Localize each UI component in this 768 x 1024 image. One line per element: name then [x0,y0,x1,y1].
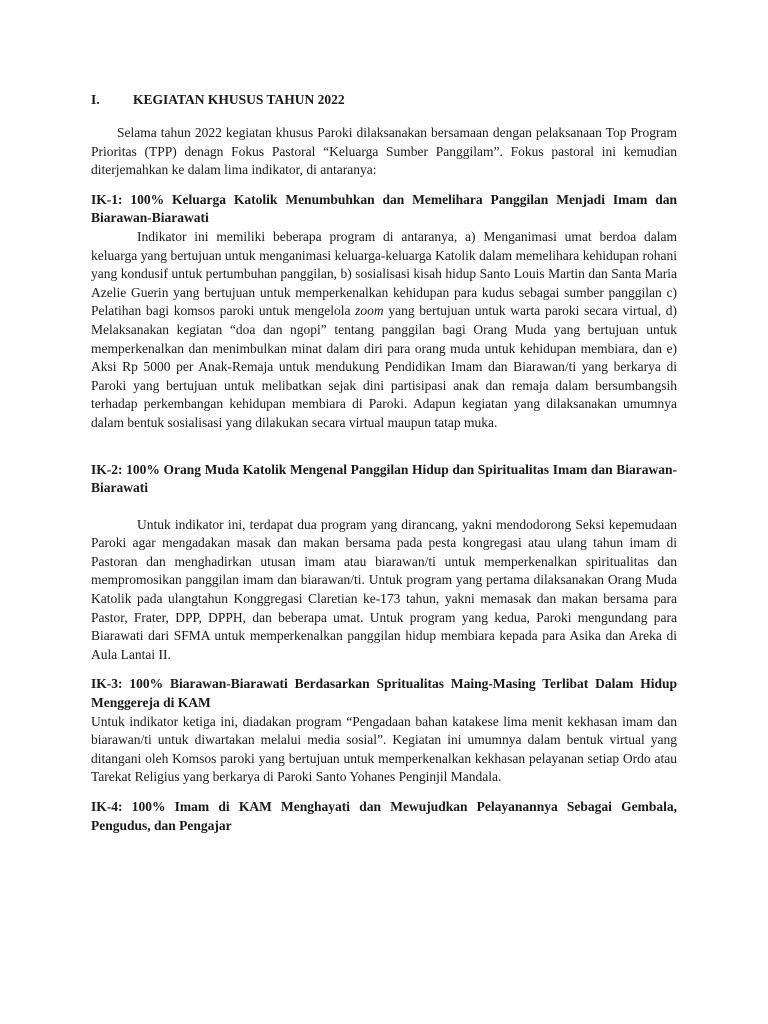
section-number: I. [91,92,100,107]
ik3-paragraph: Untuk indikator ketiga ini, diadakan program “Pengadaan bahan katakese lima menit kekhasan imam dan biarawan/ti untuk diwartakan melalui media sosial”. Kegiatan ini umumnya dalam bentuk virtual yang ditangani oleh Komsos paroki yang bertujuan untuk memperkenalkan kekhasan pelayanan setiap Ordo atau Tarekat Religius yang berkarya di Paroki Santo Yohanes Penginjil Mandala. [91,713,677,785]
ik2-paragraph: Untuk indikator ini, terdapat dua program yang dirancang, yakni mendodorong Seksi kepemudaan Paroki agar mengadakan masak dan makan bersama pada pesta kongregasi atau ulang tahun imam di Pastoran dan menghadirkan utusan imam atau biarawan/ti untuk memperkenalkan spiritualitas dan mempromosikan panggilan imam dan biarawan/ti. Untuk program yang pertama dilaksanakan Orang Muda Katolik pada ulangtahun Konggregasi Claretian ke-173 tahun, yakni memasak dan makan bersama para Pastor, Frater, DPP, DPPH, dan beberapa umat. Untuk program yang kedua, Paroki mengundang para Biarawati dari SFMA untuk memperkenalkan panggilan hidup membiara kepada para Asika dan Areka di Aula Lantai II. [91,516,677,662]
section-title: KEGIATAN KHUSUS TAHUN 2022 [133,92,345,107]
ik1-zoom-term: zoom [355,303,384,319]
ik3-title: IK-3: 100% Biarawan-Biarawati Berdasarkan Spritualitas Maing-Masing Terlibat Dalam Hidup Menggereja di KAM [91,676,677,711]
ik1-body-part2: yang bertujuan untuk warta paroki secara virtual, d) Melaksanakan kegiatan “doa dan ngopi” tentang panggilan bagi Orang Muda yang bertujuan untuk memperkenalkan dan menimbulkan minat dalam diri para orang muda untuk kehidupan membiara, dan e) Aksi Rp 5000 per Anak-Remaja untuk mendukung Pendidikan Imam dan Biarawan/ti yang berkarya di Paroki yang bertujuan untuk melibatkan sejak dini partisipasi anak dan remaja dalam bersumbangsih terhadap perkembangan kehidupan membiara di Paroki. Adapun kegiatan yang dilaksanakan umumnya dalam bentuk sosialisasi yang dilakukan secara virtual maupun tatap muka. [91,303,677,430]
ik1-paragraph [91,228,677,433]
ik4-title: IK-4: 100% Imam di KAM Menghayati dan Mewujudkan Pelayanannya Sebagai Gembala, Pengudus, dan Pengajar [91,799,677,833]
ik1-body-part1: Indikator ini memiliki beberapa program di antaranya, a) Menganimasi umat berdoa dalam keluarga yang bertujuan untuk menganimasi keluarga-keluarga Katolik dalam memelihara kehidupan rohani yang kondusif untuk pertumbuhan panggilan, b) sosialisasi kisah hidup Santo Louis Martin dan Santa Maria Azelie Guerin yang bertujuan untuk memperkenalkan kehidupan para kudus sebagai sumber panggilan c) Pelatihan bagi komsos paroki untuk mengelola [91,228,677,319]
intro-paragraph: Selama tahun 2022 kegiatan khusus Paroki dilaksanakan bersamaan dengan pelaksanaan Top Program Prioritas (TPP) denagn Fokus Pastoral “Keluarga Sumber Panggilam”. Fokus pastoral ini kemudian diterjemahkan ke dalam lima indikator, di antaranya: [91,125,677,178]
document-page [91,90,677,835]
ik1-title: IK-1: 100% Keluarga Katolik Menumbuhkan dan Memelihara Panggilan Menjadi Imam dan Biarawan-Biarawati [91,191,677,226]
ik2-title: IK-2: 100% Orang Muda Katolik Mengenal Panggilan Hidup dan Spiritualitas Imam dan Biarawan-Biarawati [91,461,677,496]
section-heading [91,90,677,110]
